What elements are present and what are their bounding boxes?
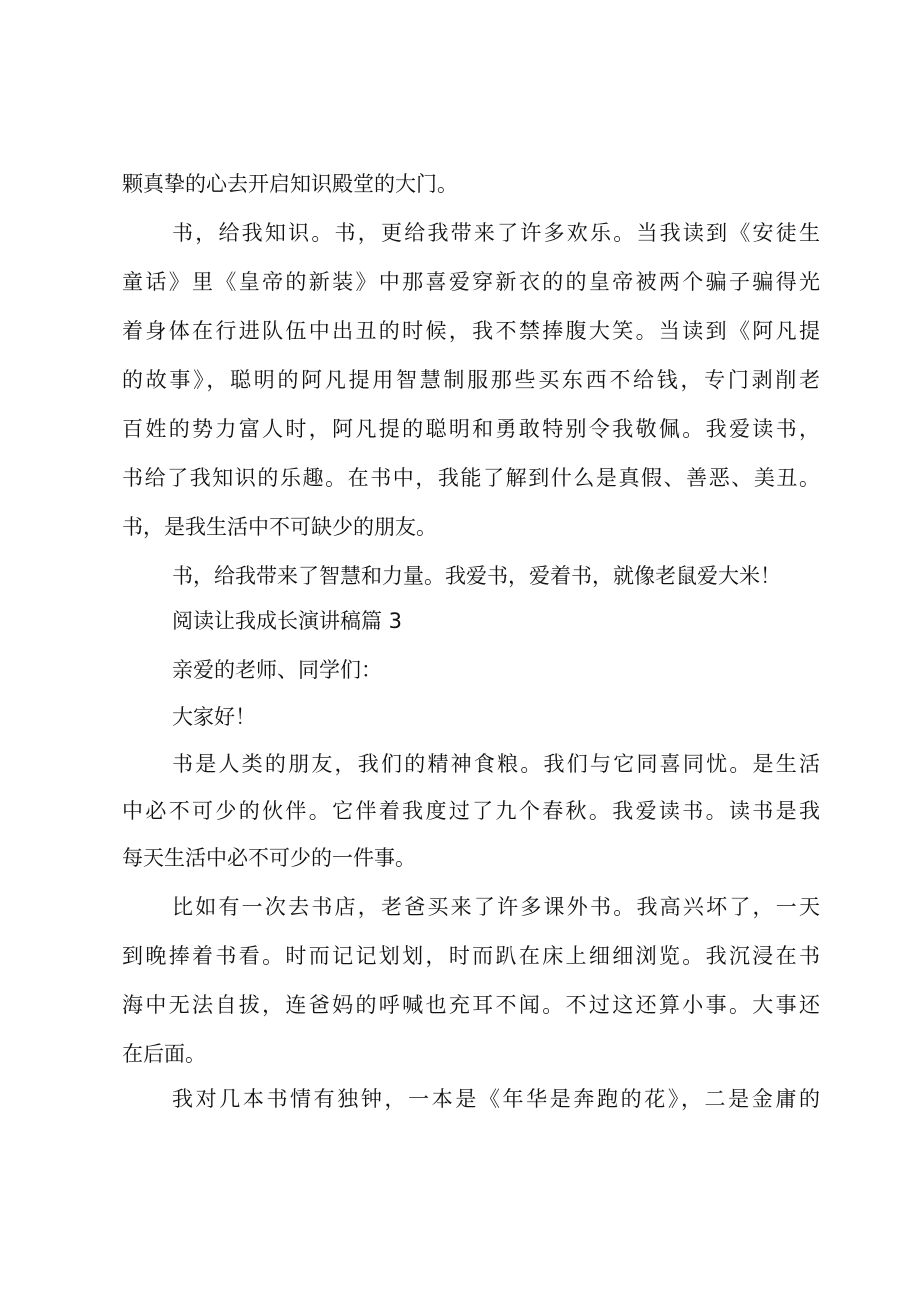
- text-line: 童话》里《皇帝的新装》中那喜爱穿新衣的的皇帝被两个骗子骗得光: [122, 270, 820, 294]
- text-line: 到晚捧着书看。时而记记划划，时而趴在床上细细浏览。我沉浸在书: [122, 944, 820, 968]
- text-line: 颗真挚的心去开启知识殿堂的大门。: [122, 172, 458, 196]
- text-line: 书给了我知识的乐趣。在书中，我能了解到什么是真假、善恶、美丑。: [122, 466, 820, 490]
- section-heading: 阅读让我成长演讲稿篇 3: [172, 609, 403, 633]
- text-line: 中必不可少的伙伴。它伴着我度过了九个春秋。我爱读书。读书是我: [122, 799, 820, 823]
- text-line: 海中无法自拔，连爸妈的呼喊也充耳不闻。不过这还算小事。大事还: [122, 993, 820, 1017]
- text-line: 的故事》，聪明的阿凡提用智慧制服那些买东西不给钱，专门剥削老: [122, 368, 820, 392]
- paragraph-first-line: 比如有一次去书店，老爸买来了许多课外书。我高兴坏了，一天: [172, 895, 820, 919]
- text-line: 着身体在行进队伍中出丑的时候，我不禁捧腹大笑。当读到《阿凡提: [122, 319, 820, 343]
- greeting: 大家好！: [172, 705, 256, 729]
- text-line: 每天生活中必不可少的一件事。: [122, 846, 416, 870]
- paragraph-first-line: 书是人类的朋友，我们的精神食粮。我们与它同喜同忧。是生活: [172, 752, 820, 776]
- text-line: 在后面。: [122, 1042, 206, 1066]
- salutation: 亲爱的老师、同学们：: [172, 658, 382, 682]
- paragraph-first-line: 书，给我知识。书，更给我带来了许多欢乐。当我读到《安徒生: [172, 221, 820, 245]
- paragraph-first-line: 我对几本书情有独钟，一本是《年华是奔跑的花》，二是金庸的: [172, 1087, 820, 1111]
- paragraph-first-line: 书，给我带来了智慧和力量。我爱书，爱着书，就像老鼠爱大米！: [172, 564, 781, 588]
- text-line: 百姓的势力富人时，阿凡提的聪明和勇敢特别令我敬佩。我爱读书，: [122, 417, 820, 441]
- text-line: 书，是我生活中不可缺少的朋友。: [122, 515, 437, 539]
